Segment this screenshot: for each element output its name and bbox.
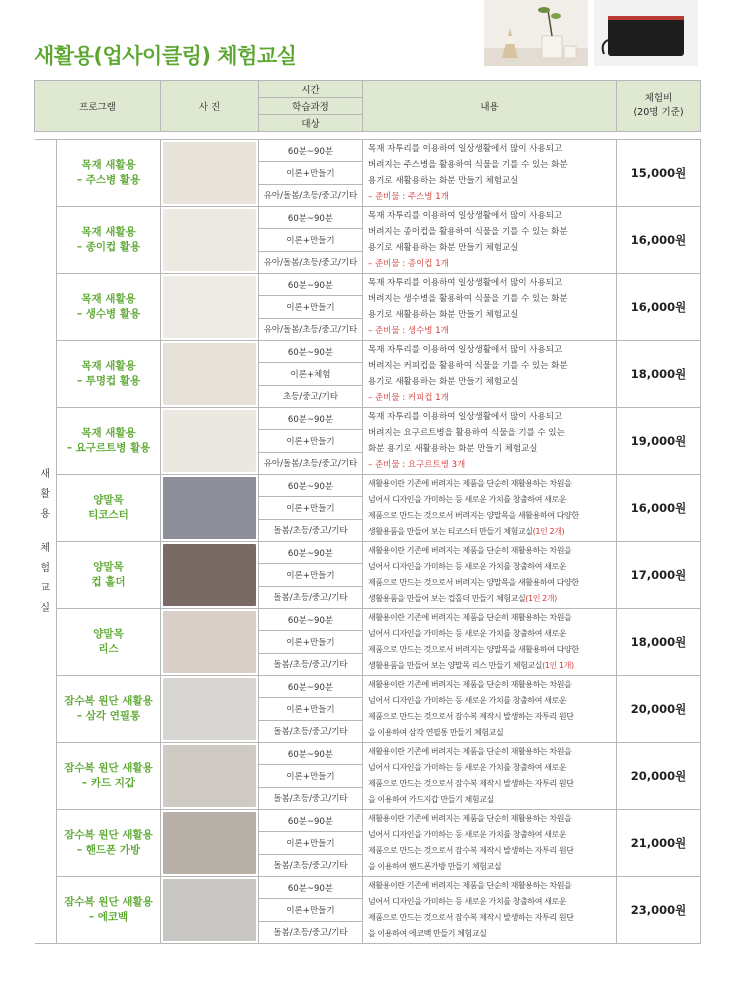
description-line: 버려지는 요구르트병을 활용하여 식물을 기를 수 있는 [368,428,565,438]
program-name-line1: 잠수복 원단 새활용 [64,896,153,908]
category-char [35,525,57,539]
description-line: 새활용이란 기존에 버려지는 제품을 단순히 재활용하는 차원을 [368,747,572,756]
description-cell [363,274,617,341]
time-cell: 60분~90분 [259,676,363,698]
description-line: 제품으로 만드는 것으로서 잠수복 제작시 발생하는 자투리 원단 [368,779,574,788]
target-cell: 돌봄/초등/중고/기타 [259,720,363,742]
price-cell: 23,000원 [617,877,701,944]
program-name-line1: 목재 새활용 [81,360,136,372]
program-name [57,140,161,207]
program-name-line1: 목재 새활용 [81,159,136,171]
program-photo-cell [161,140,259,207]
materials-note: – 준비물 : 생수병 1개 [368,326,449,336]
materials-note: – 준비물 : 요구르트병 3개 [368,460,466,470]
description-line: 목재 자투리를 이용하여 일상생활에서 많이 사용되고 [368,278,563,288]
program-name-line1: 잠수복 원단 새활용 [64,829,153,841]
program-name [57,877,161,944]
target-cell: 돌봄/초등/중고/기타 [259,854,363,876]
program-name [57,475,161,542]
course-cell: 이론+만들기 [259,899,363,921]
description-text: 을 이용하여 삼각 연필통 만들기 체험교실 [368,728,504,737]
description-cell [363,877,617,944]
program-photo-cell [161,743,259,810]
course-cell: 이론+체험 [259,363,363,385]
plant-illustration [484,0,588,66]
target-cell: 돌봄/초등/중고/기타 [259,519,363,541]
time-cell: 60분~90분 [259,341,363,363]
program-row [35,408,701,430]
description-line: 제품으로 만드는 것으로서 잠수복 제작시 발생하는 자투리 원단 [368,846,574,855]
description-line: 제품으로 만드는 것으로서 버려지는 양말목을 새활용하여 다양한 [368,645,579,654]
program-name-line2: 티코스터 [88,509,129,521]
target-cell: 유아/돌봄/초등/중고/기타 [259,318,363,340]
target-cell: 돌봄/초등/중고/기타 [259,653,363,675]
program-photo [163,142,256,204]
time-cell: 60분~90분 [259,475,363,497]
description-line: 용기로 새활용하는 화분 만들기 체험교실 [368,310,519,320]
program-photo [163,343,256,405]
category-char: 용 [40,508,51,520]
description-line [368,658,612,674]
program-row [35,542,701,564]
description-cell [363,207,617,274]
program-photo-cell [161,408,259,475]
description-cell [363,609,617,676]
program-name [57,810,161,877]
program-name-line2: – 종이컵 활용 [76,241,141,253]
target-cell: 유아/돌봄/초등/중고/기타 [259,452,363,474]
plant-pot-photo [484,0,588,66]
program-name [57,676,161,743]
program-name-line2: 리스 [98,643,119,655]
header-time: 시간 [259,81,363,98]
materials-note: – 준비물 : 주스병 1개 [368,192,449,202]
course-cell: 이론+만들기 [259,765,363,787]
description-line: 새활용이란 기존에 버려지는 제품을 단순히 재활용하는 차원을 [368,479,572,488]
description-line [368,859,612,875]
program-row [35,609,701,631]
header-photo: 사 진 [161,81,259,132]
program-row [35,140,701,162]
program-photo [163,879,256,941]
program-row [35,341,701,363]
description-text: 생활용품을 만들어 보는 컵홀더 만들기 체험교실 [368,594,526,603]
target-cell: 돌봄/초등/중고/기타 [259,921,363,943]
category-char: 교 [40,582,51,594]
materials-note: – 준비물 : 종이컵 1개 [368,259,449,269]
target-cell: 유아/돌봄/초등/중고/기타 [259,184,363,206]
price-cell: 20,000원 [617,743,701,810]
program-name-line1: 양말목 [93,561,124,573]
program-name-line2: – 주스병 활용 [76,174,141,186]
course-cell: 이론+만들기 [259,162,363,184]
header-fee-label: 체험비 [644,93,673,104]
price-cell: 15,000원 [617,140,701,207]
description-cell [363,676,617,743]
description-line: 넘어서 디자인을 가미하는 등 새로운 가치를 창출하여 새로운 [368,763,567,772]
description-line: 용기로 새활용하는 화분 만들기 체험교실 [368,176,519,186]
price-cell: 16,000원 [617,475,701,542]
header-fee [617,81,701,132]
course-cell: 이론+만들기 [259,497,363,519]
description-line: 새활용이란 기존에 버려지는 제품을 단순히 재활용하는 차원을 [368,881,572,890]
program-name-line2: – 삼각 연필통 [76,710,141,722]
program-row [35,207,701,229]
description-text: 을 이용하여 에코백 만들기 체험교실 [368,929,487,938]
time-cell: 60분~90분 [259,743,363,765]
materials-note: – 준비물 : 커피컵 1개 [368,393,449,403]
program-name-line1: 잠수복 원단 새활용 [64,695,153,707]
description-text: 을 이용하여 핸드폰가방 만들기 체험교실 [368,862,502,871]
description-line: 넘어서 디자인을 가미하는 등 새로운 가치를 창출하여 새로운 [368,562,567,571]
price-cell: 18,000원 [617,609,701,676]
program-row [35,810,701,832]
header-gap-row [35,132,701,140]
program-name [57,542,161,609]
target-cell: 돌봄/초등/중고/기타 [259,586,363,608]
description-line: 제품으로 만드는 것으로서 잠수복 제작시 발생하는 자투리 원단 [368,913,574,922]
description-line: 목재 자투리를 이용하여 일상생활에서 많이 사용되고 [368,211,563,221]
category-label [35,140,57,944]
program-photo [163,276,256,338]
program-name-line2: – 요구르트병 활용 [66,442,151,454]
program-photo-cell [161,207,259,274]
program-name-line2: – 생수병 활용 [76,308,141,320]
time-cell: 60분~90분 [259,274,363,296]
course-cell: 이론+만들기 [259,631,363,653]
program-photo-cell [161,877,259,944]
category-char: 활 [40,488,51,500]
description-line [368,591,612,607]
program-photo [163,544,256,606]
program-rows [35,132,701,944]
description-line [368,524,612,540]
program-name-line1: 목재 새활용 [81,226,136,238]
program-photo [163,209,256,271]
time-cell: 60분~90분 [259,542,363,564]
price-cell: 17,000원 [617,542,701,609]
course-cell: 이론+만들기 [259,430,363,452]
description-line [368,792,612,808]
description-cell [363,542,617,609]
program-name-line2: – 카드 지갑 [81,777,136,789]
description-line: 넘어서 디자인을 가미하는 등 새로운 가치를 창출하여 새로운 [368,830,567,839]
time-cell: 60분~90분 [259,140,363,162]
description-cell [363,810,617,877]
description-text: 을 이용하여 카드지갑 만들기 체험교실 [368,795,494,804]
course-cell: 이론+만들기 [259,698,363,720]
program-photo [163,745,256,807]
program-name-line2: 컵 홀더 [91,576,126,588]
header-course: 학습과정 [259,98,363,115]
program-photo-cell [161,274,259,341]
program-photo [163,678,256,740]
price-cell: 21,000원 [617,810,701,877]
program-photo-cell [161,810,259,877]
description-cell [363,140,617,207]
description-line: 버려지는 종이컵을 활용하여 식물을 기를 수 있는 화분 [368,227,568,237]
category-char: 체 [40,542,51,554]
description-line: 제품으로 만드는 것으로서 버려지는 양말목을 새활용하여 다양한 [368,578,579,587]
materials-note: (1인 2개) [532,527,565,536]
program-name [57,609,161,676]
description-line: 목재 자투리를 이용하여 일상생활에서 많이 사용되고 [368,412,563,422]
target-cell: 초등/중고/기타 [259,385,363,407]
time-cell: 60분~90분 [259,877,363,899]
description-line: 넘어서 디자인을 가미하는 등 새로운 가치를 창출하여 새로운 [368,897,567,906]
description-line [368,926,612,942]
program-row [35,877,701,899]
header-fee-sub: (20명 기준) [633,107,684,118]
time-cell: 60분~90분 [259,207,363,229]
category-char: 실 [40,602,51,614]
description-cell [363,341,617,408]
description-line: 버려지는 생수병을 활용하여 식물을 기를 수 있는 화분 [368,294,568,304]
program-name-line1: 목재 새활용 [81,427,136,439]
wallet-photo [594,0,698,66]
time-cell: 60분~90분 [259,408,363,430]
course-cell: 이론+만들기 [259,564,363,586]
program-name-line2: – 핸드폰 가방 [76,844,141,856]
program-name-line1: 잠수복 원단 새활용 [64,762,153,774]
page-title: 새활용(업사이클링) 체험교실 [34,44,297,68]
program-name-line1: 양말목 [93,628,124,640]
description-line: 화분 용기로 새활용하는 화분 만들기 체험교실 [368,444,538,454]
program-name [57,743,161,810]
description-line: 목재 자투리를 이용하여 일상생활에서 많이 사용되고 [368,144,563,154]
program-photo-cell [161,609,259,676]
program-photo-cell [161,475,259,542]
description-line: 제품으로 만드는 것으로서 버려지는 양말목을 새활용하여 다양한 [368,511,579,520]
materials-note: (1인 2개) [525,594,557,603]
category-char: 새 [40,468,51,480]
description-cell [363,408,617,475]
header-gap [35,132,701,140]
description-cell [363,743,617,810]
price-cell: 19,000원 [617,408,701,475]
course-cell: 이론+만들기 [259,296,363,318]
description-line: 용기로 새활용하는 화분 만들기 체험교실 [368,377,519,387]
program-row [35,475,701,497]
header-program: 프로그램 [35,81,161,132]
description-line: 넘어서 디자인을 가미하는 등 새로운 가치를 창출하여 새로운 [368,696,567,705]
program-name [57,341,161,408]
program-name [57,207,161,274]
description-text: 생활용품을 만들어 보는 티코스터 만들기 체험교실 [368,527,533,536]
program-row [35,676,701,698]
program-row [35,743,701,765]
program-photo-cell [161,542,259,609]
category-char: 험 [40,562,51,574]
program-photo [163,611,256,673]
program-name-line2: – 투명컵 활용 [76,375,141,387]
program-photo-cell [161,676,259,743]
program-name-line1: 양말목 [93,494,124,506]
price-cell: 18,000원 [617,341,701,408]
description-line: 새활용이란 기존에 버려지는 제품을 단순히 재활용하는 차원을 [368,814,572,823]
description-line: 용기로 새활용하는 화분 만들기 체험교실 [368,243,519,253]
course-cell: 이론+만들기 [259,229,363,251]
description-line: 새활용이란 기존에 버려지는 제품을 단순히 재활용하는 차원을 [368,613,572,622]
description-text: 생활용품을 만들어 보는 양말목 리스 만들기 체험교실 [368,661,543,670]
program-row [35,274,701,296]
price-cell: 16,000원 [617,274,701,341]
description-line: 버려지는 주스병을 활용하여 식물을 기를 수 있는 화분 [368,160,568,170]
description-cell [363,475,617,542]
program-photo [163,410,256,472]
time-cell: 60분~90분 [259,810,363,832]
price-cell: 16,000원 [617,207,701,274]
program-photo-cell [161,341,259,408]
program-name-line1: 목재 새활용 [81,293,136,305]
price-cell: 20,000원 [617,676,701,743]
program-table [34,80,701,944]
description-line: 제품으로 만드는 것으로서 잠수복 제작시 발생하는 자투리 원단 [368,712,574,721]
description-line: 넘어서 디자인을 가미하는 등 새로운 가치를 창출하여 새로운 [368,629,567,638]
program-name [57,274,161,341]
description-line: 버려지는 커피컵을 활용하여 식물을 기를 수 있는 화분 [368,361,568,371]
program-name-line2: – 에코백 [88,911,129,923]
time-cell: 60분~90분 [259,609,363,631]
description-line: 넘어서 디자인을 가미하는 등 새로운 가치를 창출하여 새로운 [368,495,567,504]
target-cell: 유아/돌봄/초등/중고/기타 [259,251,363,273]
target-cell: 돌봄/초등/중고/기타 [259,787,363,809]
course-cell: 이론+만들기 [259,832,363,854]
description-line: 새활용이란 기존에 버려지는 제품을 단순히 재활용하는 차원을 [368,546,572,555]
description-line [368,725,612,741]
header-target: 대상 [259,115,363,132]
materials-note: (1인 1개) [542,661,574,670]
description-line: 목재 자투리를 이용하여 일상생활에서 많이 사용되고 [368,345,563,355]
description-line: 새활용이란 기존에 버려지는 제품을 단순히 재활용하는 차원을 [368,680,572,689]
clutch-illustration [594,0,698,66]
program-photo [163,477,256,539]
program-photo [163,812,256,874]
program-name [57,408,161,475]
header-content: 내용 [363,81,617,132]
